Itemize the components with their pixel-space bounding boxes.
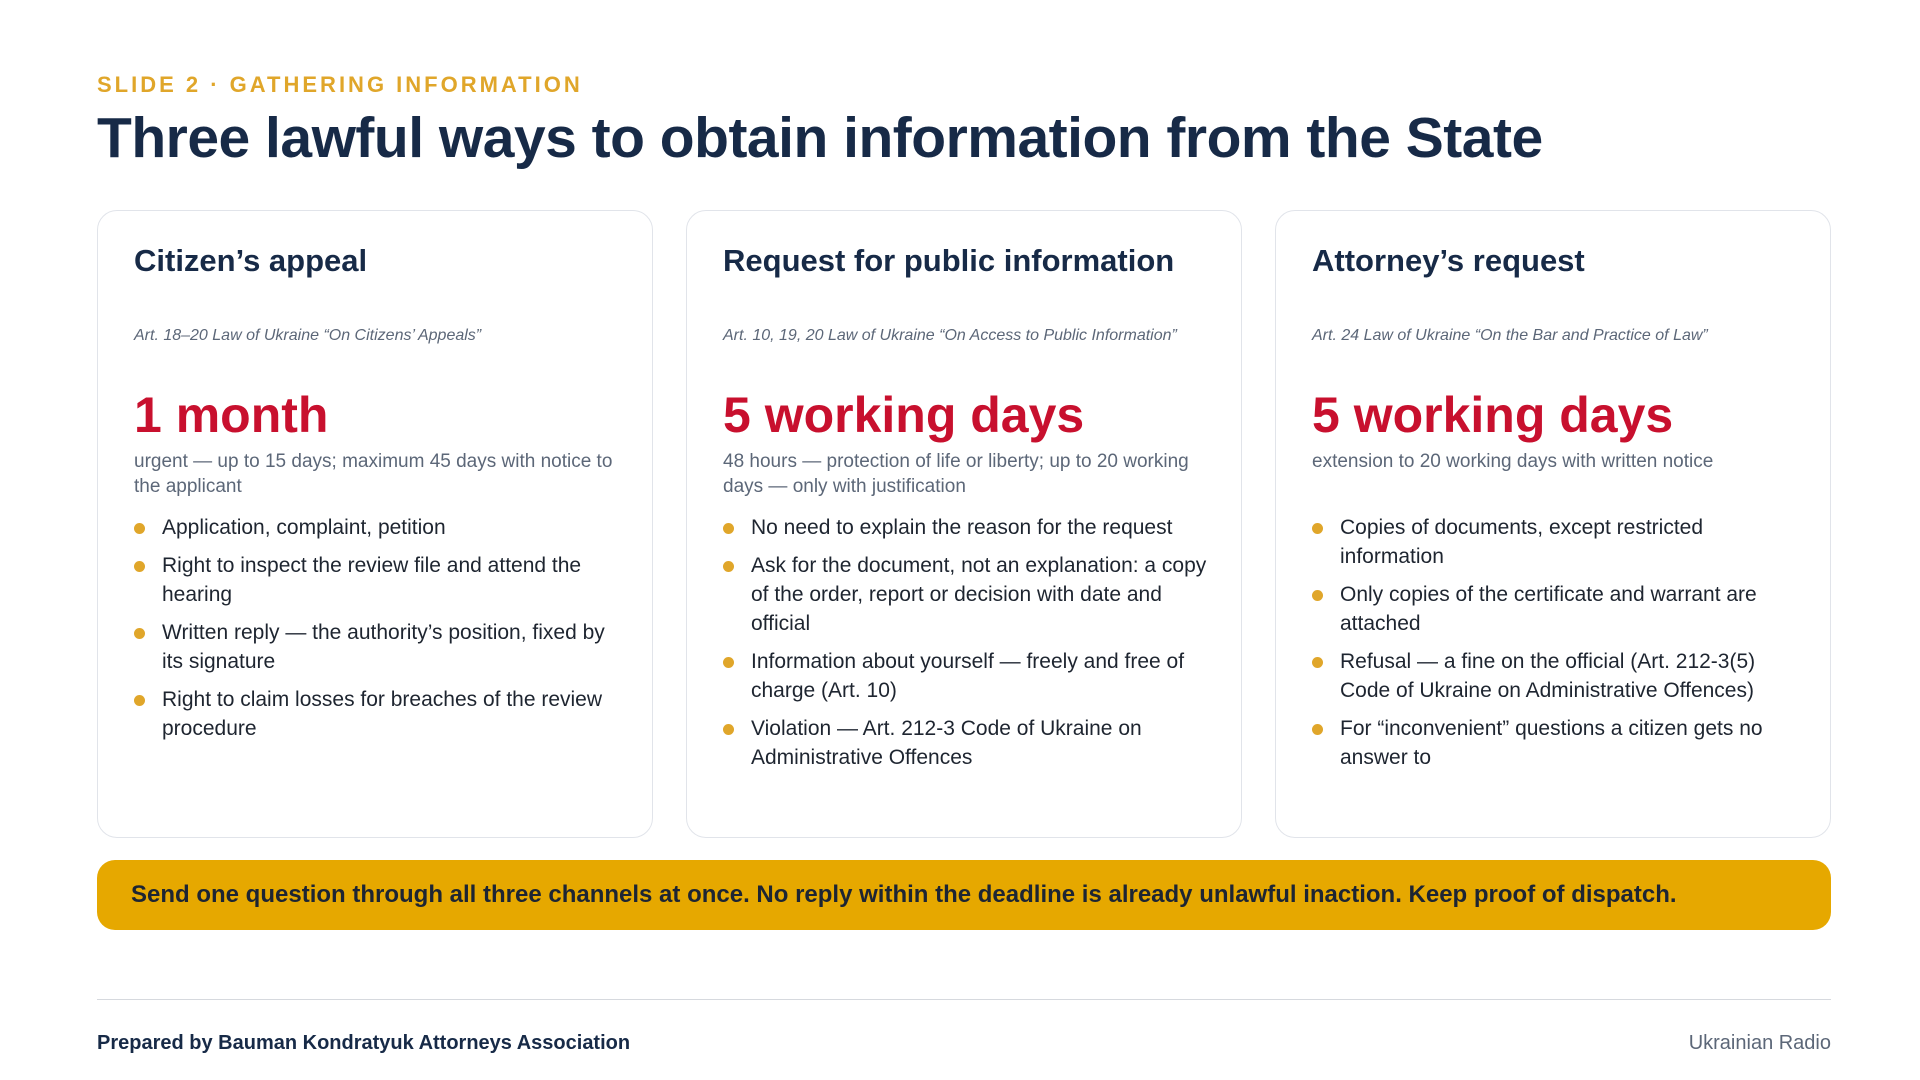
bullet-dot-icon bbox=[134, 523, 145, 534]
card-term-note: extension to 20 working days with written notice bbox=[1312, 451, 1714, 472]
callout-banner-text: Send one question through all three channels at once. No reply within the deadline is already unlawful inaction. Keep proof of dispatch. bbox=[131, 881, 1677, 908]
card-title: Citizen’s appeal bbox=[134, 243, 368, 278]
list-item bbox=[1312, 580, 1800, 638]
card-public-information-request bbox=[686, 210, 1242, 838]
list-item bbox=[134, 685, 622, 743]
list-item bbox=[723, 551, 1211, 638]
bullet-dot-icon bbox=[723, 561, 734, 572]
card-law-reference: Art. 24 Law of Ukraine “On the Bar and Practice of Law” bbox=[1312, 327, 1708, 344]
card-term-note: urgent — up to 15 days; maximum 45 days with notice to the applicant bbox=[134, 451, 613, 497]
card-bullet-list bbox=[134, 513, 622, 752]
card-term-note: 48 hours — protection of life or liberty; up to 20 working days — only with justification bbox=[723, 451, 1189, 497]
footer-divider bbox=[97, 999, 1831, 1000]
bullet-dot-icon bbox=[134, 561, 145, 572]
footer-source: Ukrainian Radio bbox=[1688, 1032, 1831, 1054]
bullet-dot-icon bbox=[1312, 523, 1323, 534]
bullet-text: Written reply — the authority’s position, fixed by its signature bbox=[162, 621, 605, 673]
bullet-text: Information about yourself — freely and free of charge (Art. 10) bbox=[751, 650, 1185, 702]
bullet-text: Refusal — a fine on the official (Art. 212-3(5) Code of Ukraine on Administrative Offences) bbox=[1340, 650, 1756, 702]
card-law-reference: Art. 10, 19, 20 Law of Ukraine “On Access to Public Information” bbox=[723, 327, 1177, 344]
list-item bbox=[134, 618, 622, 676]
bullet-text: No need to explain the reason for the request bbox=[751, 516, 1173, 539]
card-term: 5 working days bbox=[723, 387, 1085, 443]
bullet-text: Only copies of the certificate and warrant are attached bbox=[1340, 583, 1757, 635]
list-item bbox=[134, 513, 622, 542]
list-item bbox=[723, 714, 1211, 772]
bullet-dot-icon bbox=[723, 657, 734, 668]
card-title: Request for public information bbox=[723, 243, 1175, 278]
list-item bbox=[1312, 714, 1800, 772]
slide-title: Three lawful ways to obtain information from the State bbox=[97, 106, 1543, 170]
bullet-text: Violation — Art. 212-3 Code of Ukraine on Administrative Offences bbox=[751, 717, 1142, 769]
footer-credit: Prepared by Bauman Kondratyuk Attorneys Association bbox=[97, 1032, 631, 1054]
list-item bbox=[1312, 513, 1800, 571]
bullet-dot-icon bbox=[134, 628, 145, 639]
list-item bbox=[723, 647, 1211, 705]
list-item bbox=[1312, 647, 1800, 705]
bullet-text: Application, complaint, petition bbox=[162, 516, 446, 539]
bullet-dot-icon bbox=[723, 523, 734, 534]
bullet-dot-icon bbox=[1312, 590, 1323, 601]
card-citizens-appeal bbox=[97, 210, 653, 838]
bullet-text: Right to claim losses for breaches of the review procedure bbox=[162, 688, 603, 740]
callout-banner bbox=[97, 860, 1831, 930]
list-item bbox=[134, 551, 622, 609]
card-bullet-list bbox=[1312, 513, 1800, 781]
card-bullet-list bbox=[723, 513, 1211, 781]
bullet-dot-icon bbox=[1312, 724, 1323, 735]
bullet-text: For “inconvenient” questions a citizen gets no answer to bbox=[1340, 717, 1763, 769]
slide bbox=[97, 0, 1831, 1080]
card-title: Attorney’s request bbox=[1312, 243, 1585, 278]
card-attorneys-request bbox=[1275, 210, 1831, 838]
bullet-dot-icon bbox=[134, 695, 145, 706]
slide-kicker: SLIDE 2 · GATHERING INFORMATION bbox=[97, 72, 583, 97]
bullet-text: Ask for the document, not an explanation: a copy of the order, report or decision with date and official bbox=[751, 554, 1207, 635]
bullet-dot-icon bbox=[1312, 657, 1323, 668]
bullet-text: Right to inspect the review file and attend the hearing bbox=[162, 554, 582, 606]
bullet-dot-icon bbox=[723, 724, 734, 735]
card-term: 5 working days bbox=[1312, 387, 1674, 443]
list-item bbox=[723, 513, 1211, 542]
card-law-reference: Art. 18–20 Law of Ukraine “On Citizens’ Appeals” bbox=[134, 327, 482, 344]
card-term: 1 month bbox=[134, 387, 329, 443]
cards-row bbox=[97, 210, 1831, 840]
bullet-text: Copies of documents, except restricted information bbox=[1340, 516, 1704, 568]
